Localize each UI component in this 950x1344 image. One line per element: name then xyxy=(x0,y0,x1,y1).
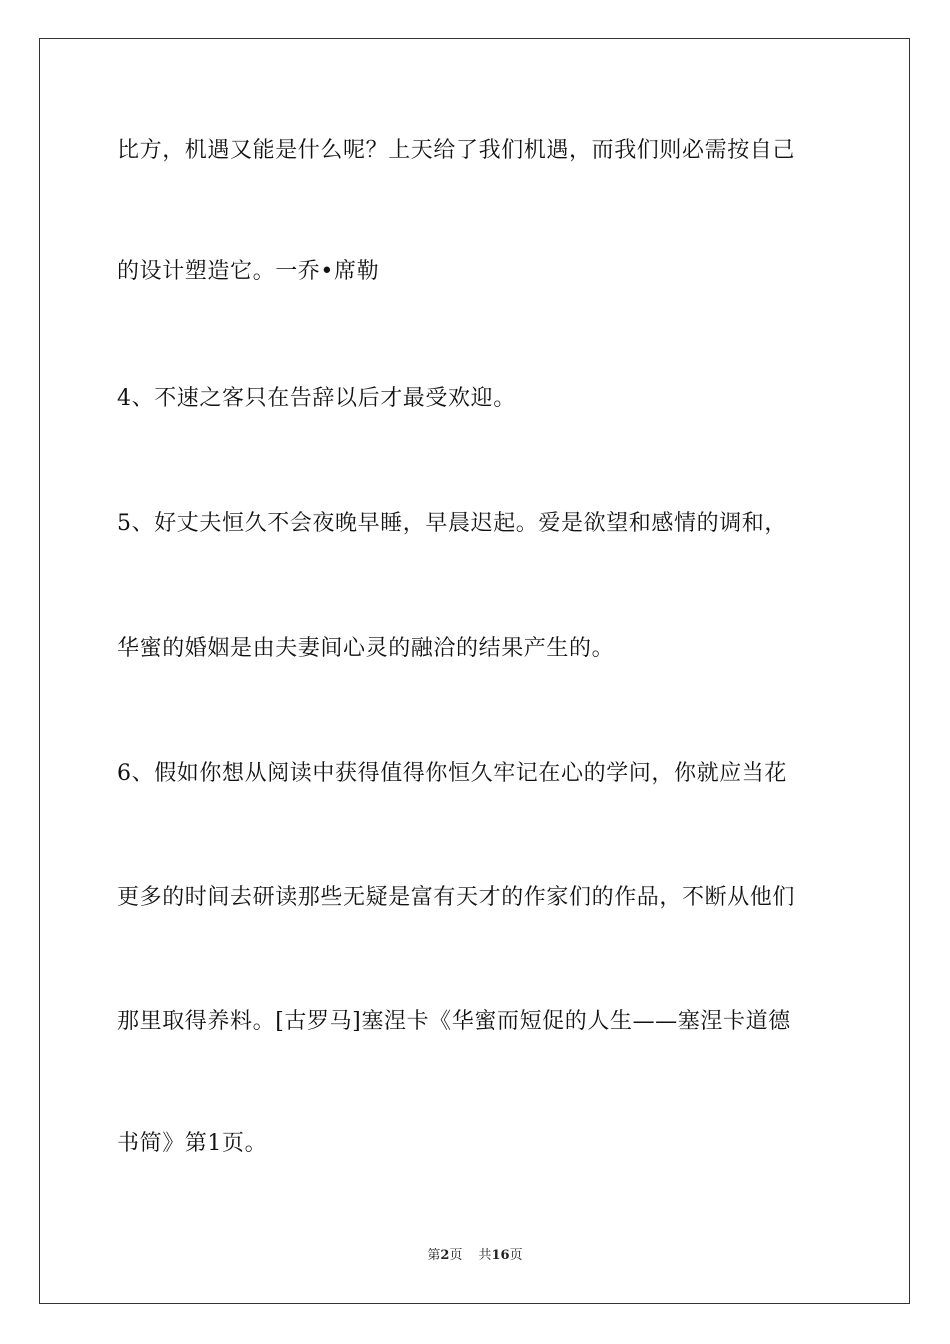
body-text-line: 华蜜的婚姻是由夫妻间心灵的融洽的结果产生的。 xyxy=(117,636,615,661)
body-text-line: 5、好丈夫恒久不会夜晚早睡，早晨迟起。爱是欲望和感情的调和， xyxy=(117,511,787,536)
page-prefix: 第 xyxy=(427,1248,441,1263)
total-suffix: 页 xyxy=(509,1248,523,1263)
total-pages: 16 xyxy=(491,1248,510,1263)
body-text-line: 那里取得养料。[古罗马]塞涅卡《华蜜而短促的人生——塞涅卡道德 xyxy=(117,1009,791,1034)
body-text-line: 6、假如你想从阅读中获得值得你恒久牢记在心的学问，你就应当花 xyxy=(117,761,787,786)
page-number: 2 xyxy=(440,1248,450,1263)
body-text-line: 更多的时间去研读那些无疑是富有天才的作家们的作品，不断从他们 xyxy=(117,885,796,910)
body-text-line: 4、不速之客只在告辞以后才最受欢迎。 xyxy=(117,386,516,411)
total-prefix: 共 xyxy=(478,1248,492,1263)
body-text-line: 的设计塑造它。一乔•席勒 xyxy=(117,259,380,284)
page-frame xyxy=(39,38,910,1304)
page-suffix: 页 xyxy=(449,1248,463,1263)
body-text-line: 书简》第1页。 xyxy=(117,1131,268,1156)
page-footer xyxy=(0,1247,950,1265)
body-text-line: 比方，机遇又能是什么呢？上天给了我们机遇，而我们则必需按自己 xyxy=(117,138,796,163)
